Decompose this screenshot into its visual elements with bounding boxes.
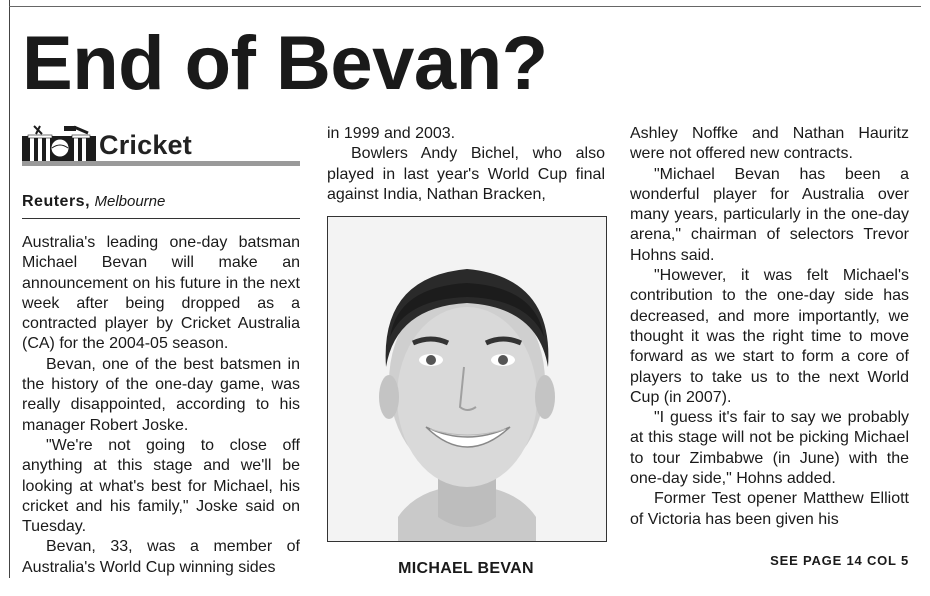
paragraph: "Michael Bevan has been a wonderful player for Australia over many years, particularly in the one-day arena," chairman of selectors Trevor Hohns said. bbox=[630, 165, 909, 264]
cricket-stumps-ball-icon bbox=[22, 124, 96, 164]
paragraph: Australia's leading one-day batsman Michael Bevan will make an announcement on his future in the next week after being dropped as a contracted player by Cricket Australia (CA) for the 2004-05 season. bbox=[22, 234, 300, 353]
top-rule bbox=[9, 6, 921, 7]
byline bbox=[22, 193, 165, 211]
paragraph: Ashley Noffke and Nathan Hauritz were not offered new contracts. bbox=[630, 125, 909, 163]
column-rule-left bbox=[9, 0, 10, 578]
byline-rule bbox=[22, 218, 300, 219]
section-label: Cricket bbox=[99, 130, 192, 160]
article-column-3 bbox=[630, 124, 909, 530]
paragraph: Former Test opener Matthew Elliott of Victoria has been given his bbox=[630, 490, 909, 528]
article-column-2 bbox=[327, 124, 605, 205]
jump-line: SEE PAGE 14 COL 5 bbox=[770, 553, 909, 568]
section-header bbox=[22, 122, 300, 168]
headline: End of Bevan? bbox=[22, 21, 548, 106]
byline-city: Melbourne bbox=[94, 193, 166, 210]
section-underline bbox=[22, 161, 300, 166]
portrait-image bbox=[328, 217, 606, 541]
paragraph: Bevan, 33, was a member of Australia's World Cup winning sides bbox=[22, 538, 300, 576]
paragraph: Bowlers Andy Bichel, who also played in last year's World Cup final against India, Nathan Bracken, bbox=[327, 145, 605, 203]
paragraph: "We're not going to close off anything at this stage and we'll be looking at what's best for Michael, his cricket and his family," Joske said on Tuesday. bbox=[22, 436, 300, 536]
portrait-photo bbox=[327, 216, 607, 542]
paragraph: "However, it was felt Michael's contribution to the one-day side has decreased, and more importantly, we thought it was the right time to move forward as we start to form a core of players to take us to the next World Cup (in 2007). bbox=[630, 267, 909, 406]
article-column-1 bbox=[22, 233, 300, 578]
photo-caption: MICHAEL BEVAN bbox=[398, 560, 534, 577]
paragraph: in 1999 and 2003. bbox=[327, 125, 456, 142]
paragraph: Bevan, one of the best batsmen in the history of the one-day game, was really disappointed, according to his manager Robert Joske. bbox=[22, 355, 300, 434]
paragraph: "I guess it's fair to say we probably at this stage will not be picking Michael to tour Zimbabwe (in June) with the one-day side," Hohns added. bbox=[630, 409, 909, 488]
byline-agency: Reuters, bbox=[22, 193, 91, 210]
